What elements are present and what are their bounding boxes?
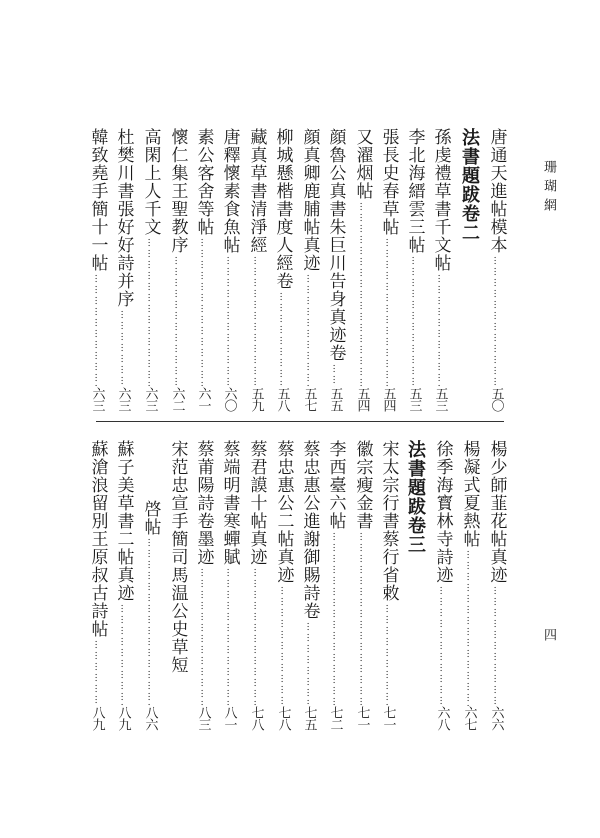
toc-entry-title: 顔真卿鹿脯帖真迹 xyxy=(299,128,320,272)
toc-leader-dots xyxy=(384,236,393,387)
toc-entry-title: 李西臺六帖 xyxy=(325,440,346,530)
toc-entry-title: 宋太宗行書蔡行省敕 xyxy=(378,440,399,602)
toc-entry xyxy=(322,440,348,730)
toc-entry xyxy=(270,440,296,730)
toc-leader-dots xyxy=(305,272,314,387)
toc-entry-title: 高閑上人千文 xyxy=(140,128,161,236)
toc-leader-dots xyxy=(410,254,419,387)
toc-leader-dots xyxy=(119,308,128,387)
toc-entry xyxy=(296,440,322,730)
toc-page-number: 五四 xyxy=(380,387,396,411)
toc-page-number: 八一 xyxy=(221,706,237,730)
toc-entry xyxy=(243,128,269,411)
toc-entry-title: 蔡忠惠公進謝御賜詩卷 xyxy=(299,440,320,620)
toc-entry-title: 楊凝式夏熱帖 xyxy=(459,440,480,548)
toc-entry-title: 法書題跋卷二 xyxy=(459,128,480,242)
toc-leader-dots xyxy=(93,638,102,706)
toc-leader-dots xyxy=(358,530,367,706)
toc-entry-title: 唐通天進帖模本 xyxy=(486,128,507,254)
section-divider xyxy=(96,421,504,422)
toc-entry-title: 蘇滄浪留別王原叔古詩帖 xyxy=(87,440,108,638)
toc-entry xyxy=(84,440,110,730)
toc-page-number: 五九 xyxy=(248,387,264,411)
toc-leader-dots xyxy=(331,530,340,706)
toc-entry-title: 宋范忠宣手簡司馬温公史草短 xyxy=(167,440,188,674)
toc-entry xyxy=(296,128,322,411)
toc-leader-dots xyxy=(492,584,501,706)
toc-page-number: 八九 xyxy=(89,706,105,730)
toc-leader-dots xyxy=(492,254,501,387)
toc-entry xyxy=(84,128,110,411)
toc-page-number: 七一 xyxy=(354,706,370,730)
toc-entry-title: 蔡君謨十帖真迹 xyxy=(246,440,267,566)
toc-entry xyxy=(110,128,136,411)
toc-leader-dots xyxy=(252,254,261,387)
toc-entry-title: 杜樊川書張好好詩并序 xyxy=(113,128,134,308)
toc-entry xyxy=(375,440,401,730)
toc-leader-dots xyxy=(199,566,208,706)
toc-page-number: 五四 xyxy=(354,387,370,411)
toc-entry xyxy=(164,440,190,730)
toc-entry xyxy=(401,128,427,411)
toc-section-heading xyxy=(456,128,482,411)
toc-leader-dots xyxy=(438,584,447,706)
toc-page-number: 六八 xyxy=(434,706,450,730)
toc-page-number: 六六 xyxy=(488,706,504,730)
toc-entry-title: 懷仁集王聖教序 xyxy=(167,128,188,254)
toc-entry-title: 顔魯公真書朱巨川告身真迹卷 xyxy=(325,128,346,362)
toc-page-number: 八九 xyxy=(115,706,131,730)
toc-entry-title: 又濯烟帖 xyxy=(352,128,373,200)
toc-page-number: 七二 xyxy=(327,706,343,730)
toc-entry-title: 唐釋懷素食魚帖 xyxy=(219,128,240,254)
toc-entry-title: 法書題跋卷三 xyxy=(405,440,426,554)
toc-entry xyxy=(190,128,216,411)
toc-entry-title: 韓致堯手簡十一帖 xyxy=(87,128,108,272)
toc-entry xyxy=(349,128,375,411)
toc-entry-title: 孫虔禮草書千文帖 xyxy=(430,128,451,272)
toc-entry xyxy=(216,128,242,411)
toc-entry xyxy=(483,440,509,730)
toc-entry-title: 柳城懸楷書度人經卷 xyxy=(272,128,293,290)
toc-entry xyxy=(110,440,136,730)
toc-leader-dots xyxy=(305,620,314,706)
toc-entry xyxy=(243,440,269,730)
toc-leader-dots xyxy=(119,602,128,706)
toc-entry xyxy=(349,440,375,730)
toc-entry-title: 李北海縉雲三帖 xyxy=(404,128,425,254)
toc-leader-dots xyxy=(173,254,182,387)
toc-page-number: 五八 xyxy=(274,387,290,411)
toc-entry xyxy=(427,128,453,411)
toc-page-number: 七一 xyxy=(380,706,396,730)
toc-entry-title: 蘇子美草書二帖真迹 xyxy=(113,440,134,602)
toc-entry xyxy=(269,128,295,411)
toc-leader-dots xyxy=(358,200,367,387)
toc-leader-dots xyxy=(225,566,234,706)
toc-page-number: 六〇 xyxy=(221,387,237,411)
toc-leader-dots xyxy=(199,236,208,387)
toc-entry xyxy=(216,440,242,730)
toc-entry-title: 蔡端明書寒蟬賦 xyxy=(219,440,240,566)
toc-entry xyxy=(322,128,348,411)
page-folio: 四 xyxy=(541,628,556,643)
toc-leader-dots xyxy=(278,290,287,387)
toc-leader-dots xyxy=(146,536,155,706)
toc-entry-title: 楊少師韮花帖真迹 xyxy=(486,440,507,584)
toc-entry-title: 蔡莆陽詩卷墨迹 xyxy=(193,440,214,566)
toc-entry xyxy=(483,128,509,411)
toc-entry-title: 徐季海寳林寺詩迹 xyxy=(432,440,453,584)
toc-leader-dots xyxy=(279,584,288,706)
toc-leader-dots xyxy=(436,272,445,387)
toc-page-number: 八三 xyxy=(195,706,211,730)
toc-leader-dots xyxy=(225,254,234,387)
toc-entry-title: 張長史春草帖 xyxy=(378,128,399,236)
toc-page-number: 五三 xyxy=(406,387,422,411)
toc-leader-dots xyxy=(146,236,155,387)
running-title: 珊瑚網 xyxy=(541,160,556,217)
toc-page-number: 五七 xyxy=(301,387,317,411)
toc-page-number: 七八 xyxy=(248,706,264,730)
toc-page-number: 七五 xyxy=(301,706,317,730)
toc-page-number: 五〇 xyxy=(488,387,504,411)
toc-entry-title: 藏真草書清淨經 xyxy=(246,128,267,254)
toc-page-number: 六一 xyxy=(195,387,211,411)
toc-entry-title: 素公客舍等帖 xyxy=(193,128,214,236)
toc-page-number: 七八 xyxy=(275,706,291,730)
toc-entry xyxy=(164,128,190,411)
toc-entry xyxy=(429,440,455,730)
toc-page-number: 六三 xyxy=(142,387,158,411)
toc-page-number: 六二 xyxy=(169,387,185,411)
toc-page-number: 六七 xyxy=(461,706,477,730)
toc-entry xyxy=(190,440,216,730)
toc-leader-dots xyxy=(252,566,261,706)
toc-leader-dots xyxy=(93,272,102,387)
toc-entry-title: 蔡忠惠公二帖真迹 xyxy=(273,440,294,584)
toc-entry xyxy=(137,440,163,730)
toc-leader-dots xyxy=(465,548,474,706)
toc-section-heading xyxy=(402,440,428,730)
toc-page-number: 六三 xyxy=(115,387,131,411)
toc-page-number: 五三 xyxy=(432,387,448,411)
toc-entry-title: 啓帖 xyxy=(140,500,161,536)
toc-page-number: 六三 xyxy=(89,387,105,411)
toc-entry xyxy=(375,128,401,411)
toc-page-number: 五五 xyxy=(327,387,343,411)
toc-page-number: 八六 xyxy=(142,706,158,730)
toc-entry-title: 徽宗瘦金書 xyxy=(352,440,373,530)
toc-leader-dots xyxy=(331,362,340,387)
toc-entry xyxy=(137,128,163,411)
toc-entry xyxy=(456,440,482,730)
toc-leader-dots xyxy=(384,602,393,706)
